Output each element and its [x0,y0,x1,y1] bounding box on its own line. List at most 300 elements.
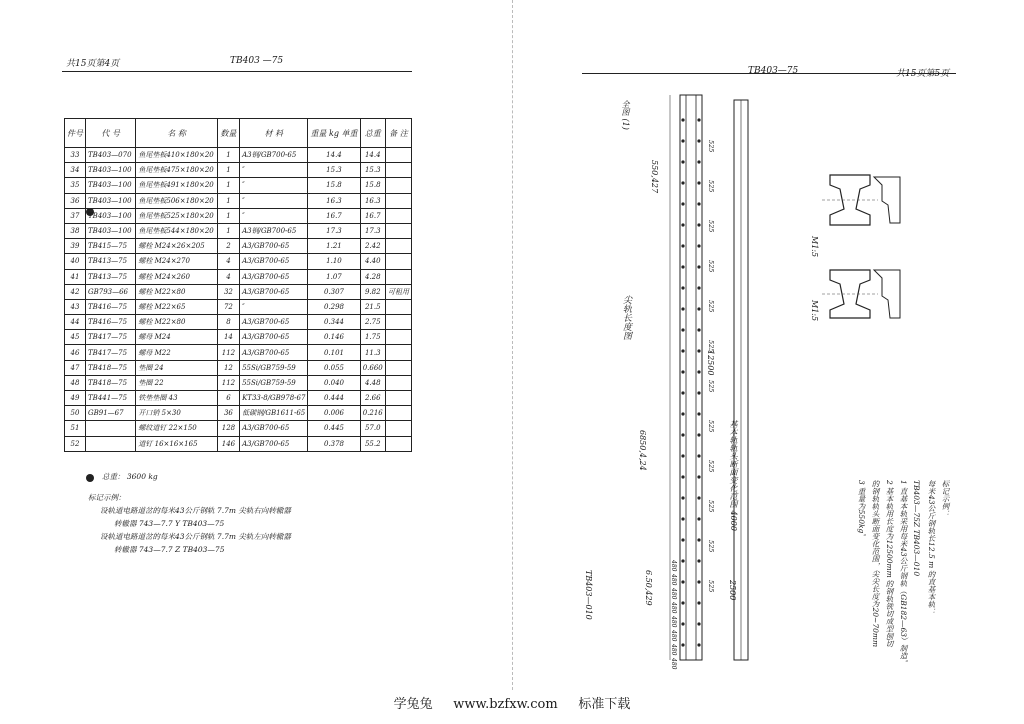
tick-label: 525 [707,340,715,353]
cell-unit-weight: 0.307 [308,284,360,299]
cell-item-no: 38 [65,223,86,238]
col-header-remarks: 备 注 [386,119,412,148]
cell-remarks [386,299,412,314]
tick-label: 525 [707,540,715,553]
col-header-name: 名 称 [136,119,217,148]
cell-material: ″ [240,208,308,223]
tick-label: 525 [707,580,715,593]
table-row [65,436,412,451]
left-note-line: 转辙器 743—7.7 Z TB403—75 [114,545,225,554]
cell-name: 垫圈 24 [136,360,217,375]
cell-quantity: 72 [217,299,239,314]
table-row [65,421,412,436]
cell-item-no: 48 [65,375,86,390]
bolt-hole-dot [697,118,700,121]
bottom-tick-label: 480 [670,588,677,600]
cell-name: 螺栓 M24×26×205 [136,239,217,254]
cell-code: TB417—75 [86,330,136,345]
cell-code [86,436,136,451]
cell-total-weight: 14.4 [360,148,386,163]
cell-code: TB403—070 [86,148,136,163]
cell-name: 鱼尾垫板525×180×20 [136,208,217,223]
right-standard-code: TB403—75 [748,66,799,76]
cell-material: ″ [240,178,308,193]
cell-unit-weight: 16.3 [308,193,360,208]
parts-table [64,118,412,452]
cell-item-no: 44 [65,315,86,330]
cell-remarks [386,223,412,238]
cell-total-weight: 2.66 [360,391,386,406]
cell-name: 螺母 M24 [136,330,217,345]
cell-material: ″ [240,299,308,314]
bolt-hole-dot [697,202,700,205]
rail-label: 基本轨轨头断面变化范围 4000 [729,420,738,531]
cell-item-no: 35 [65,178,86,193]
col-header-quantity: 数量 [217,119,239,148]
cell-name: 螺栓 M22×80 [136,284,217,299]
bolt-hole-dot [681,391,684,394]
cell-total-weight: 11.3 [360,345,386,360]
section-scale-label: M1:5 [810,300,819,322]
cell-name: 铁垫垫圈 43 [136,391,217,406]
cell-remarks [386,254,412,269]
table-row [65,254,412,269]
cell-unit-weight: 0.444 [308,391,360,406]
table-row [65,330,412,345]
cell-name: 鱼尾垫板491×180×20 [136,178,217,193]
cell-quantity: 1 [217,178,239,193]
bolt-hole-dot [681,559,684,562]
cell-remarks [386,208,412,223]
parts-table-header-row [65,119,412,148]
cell-code: TB417—75 [86,345,136,360]
table-row [65,269,412,284]
cell-material: A3/GB700-65 [240,330,308,345]
view-title: 全图 (1) [621,100,630,130]
cell-quantity: 112 [217,375,239,390]
bottom-tick-label: 480 [670,574,677,586]
bolt-hole-dot [697,181,700,184]
table-row [65,163,412,178]
cell-unit-weight: 0.006 [308,406,360,421]
left-header-rule [62,71,412,72]
bolt-hole-dot [681,202,684,205]
left-note-line: 转辙器 743—7.7 Y TB403—75 [114,519,225,528]
cell-remarks [386,360,412,375]
tick-label: 525 [707,260,715,273]
cell-quantity: 1 [217,163,239,178]
right-page [520,0,1024,690]
bolt-hole-dot [697,601,700,604]
cell-name: 鱼尾垫板475×180×20 [136,163,217,178]
cell-material: A3/GB700-65 [240,345,308,360]
cell-unit-weight: 1.10 [308,254,360,269]
cell-name: 鱼尾垫板544×180×20 [136,223,217,238]
cell-unit-weight: 15.3 [308,163,360,178]
table-row [65,208,412,223]
cell-quantity: 1 [217,223,239,238]
cell-material: 55Si/GB759-59 [240,360,308,375]
switch-rail-outline [680,95,702,660]
bolt-hole-dot [681,181,684,184]
cell-item-no: 47 [65,360,86,375]
cell-name: 道钉 16×16×165 [136,436,217,451]
bolt-hole-dot [697,433,700,436]
cell-total-weight: 9.82 [360,284,386,299]
bolt-hole-dot [681,580,684,583]
section-scale-label: M1:5 [810,236,819,258]
bottom-tick-label: 480 [670,616,677,628]
cell-item-no: 39 [65,239,86,254]
cell-name: 垫圈 22 [136,375,217,390]
bolt-hole-dot [697,391,700,394]
left-notes-title: 标记示例： [88,493,126,502]
cell-quantity: 32 [217,284,239,299]
cell-item-no: 34 [65,163,86,178]
table-row [65,193,412,208]
cell-total-weight: 17.3 [360,223,386,238]
cell-name: 螺栓 M22×80 [136,315,217,330]
cell-item-no: 52 [65,436,86,451]
cell-material: A3/GB700-65 [240,421,308,436]
right-note-line: 每米43公斤钢轨长12.5 m 的直基本轨： [927,480,936,616]
cell-item-no: 40 [65,254,86,269]
bolt-hole-dot [681,433,684,436]
tick-label: 525 [707,380,715,393]
cell-item-no: 37 [65,208,86,223]
cell-item-no: 42 [65,284,86,299]
dimension-label: 6.50,429 [644,570,653,606]
cell-name: 开口销 5×30 [136,406,217,421]
bolt-hole-dot [681,475,684,478]
cell-unit-weight: 0.445 [308,421,360,436]
bolt-hole-dot [681,622,684,625]
cell-code: TB418—75 [86,375,136,390]
cell-total-weight: 16.7 [360,208,386,223]
cell-name: 螺纹道钉 22×150 [136,421,217,436]
cell-code: TB403—100 [86,193,136,208]
right-note-line: TB403—75Z TB403—010 [912,480,921,577]
cell-item-no: 49 [65,391,86,406]
cell-remarks [386,148,412,163]
table-row [65,345,412,360]
cell-unit-weight: 0.101 [308,345,360,360]
cell-quantity: 36 [217,406,239,421]
right-note-line: 的钢轨轨头断面变化范围，尖尖长度为20~70mm [871,480,880,648]
cell-unit-weight: 15.8 [308,178,360,193]
cell-total-weight: 1.75 [360,330,386,345]
cell-unit-weight: 0.344 [308,315,360,330]
bolt-hole-dot [697,580,700,583]
cell-total-weight: 0.216 [360,406,386,421]
table-row [65,223,412,238]
bolt-hole-dot [681,601,684,604]
cell-unit-weight: 0.040 [308,375,360,390]
cell-total-weight: 21.5 [360,299,386,314]
tick-label: 525 [707,420,715,433]
cell-name: 螺栓 M24×270 [136,254,217,269]
dimension-label: 6850,4,24 [638,430,647,471]
cell-remarks [386,269,412,284]
site-tagline: 标准下载 [578,697,631,712]
rail-drawing [520,0,1024,690]
bolt-hole-dot [697,328,700,331]
cell-unit-weight: 16.7 [308,208,360,223]
cell-quantity: 8 [217,315,239,330]
bolt-hole-dot [681,307,684,310]
bolt-hole-dot [697,349,700,352]
cell-material: ″ [240,193,308,208]
cell-remarks [386,193,412,208]
table-row [65,284,412,299]
cell-item-no: 51 [65,421,86,436]
dimension-label: 2500 [728,580,737,601]
cell-item-no: 43 [65,299,86,314]
dimension-label: 12500 [706,350,715,376]
table-row [65,239,412,254]
footer [0,693,1024,712]
cell-material: A3/GB700-65 [240,315,308,330]
cell-name: 鱼尾垫板410×180×20 [136,148,217,163]
site-url[interactable]: www.bzfxw.com [453,697,558,712]
bolt-hole-dot [697,160,700,163]
cell-material: A3/GB700-65 [240,436,308,451]
tick-label: 525 [707,220,715,233]
cell-code: TB441—75 [86,391,136,406]
bolt-hole-dot [697,139,700,142]
bottom-tick-label: 480 [670,630,677,642]
cell-code: TB416—75 [86,299,136,314]
bolt-hole-dot [697,622,700,625]
right-page-label: 共15页第5页 [896,69,950,79]
right-note-line: 1 直基本轨采用每米43公斤钢轨（GB182—63）制造。 [899,480,908,668]
bolt-hole-dot [681,454,684,457]
cell-code: TB415—75 [86,239,136,254]
cell-unit-weight: 0.298 [308,299,360,314]
bolt-hole-dot [697,475,700,478]
table-row [65,360,412,375]
tick-label: 525 [707,140,715,153]
cell-remarks [386,178,412,193]
col-header-material: 材 料 [240,119,308,148]
bolt-hole-dot [697,244,700,247]
cell-total-weight: 57.0 [360,421,386,436]
col-header-item-no: 件号 [65,119,86,148]
cell-item-no: 50 [65,406,86,421]
cell-remarks [386,421,412,436]
bolt-hole-dot [697,307,700,310]
col-header-code: 代 号 [86,119,136,148]
cell-unit-weight: 0.055 [308,360,360,375]
cell-quantity: 1 [217,148,239,163]
cell-code: TB418—75 [86,360,136,375]
bolt-hole-dot [681,328,684,331]
cell-unit-weight: 1.21 [308,239,360,254]
cell-unit-weight: 0.378 [308,436,360,451]
bolt-hole-dot [681,118,684,121]
cell-remarks [386,345,412,360]
bolt-hole-dot [681,160,684,163]
tick-label: 525 [707,180,715,193]
cell-material: A3/GB700-65 [240,254,308,269]
cell-name: 螺栓 M22×65 [136,299,217,314]
cell-quantity: 12 [217,360,239,375]
total-weight: 总重： 3600 kg [102,472,158,481]
cell-unit-weight: 0.146 [308,330,360,345]
dimension-label: 550,427 [650,160,659,194]
cell-item-no: 45 [65,330,86,345]
bolt-hole-dot [681,496,684,499]
cell-material: A3钢/GB700-65 [240,148,308,163]
bolt-hole-dot [697,643,700,646]
cell-unit-weight: 17.3 [308,223,360,238]
col-header-total-weight: 总重 [360,119,386,148]
cell-total-weight: 15.8 [360,178,386,193]
bolt-hole-dot [681,412,684,415]
bolt-hole-dot [697,496,700,499]
cell-code: TB403—100 [86,163,136,178]
cell-material: KT33-8/GB978-67 [240,391,308,406]
cell-remarks [386,330,412,345]
cell-remarks [386,391,412,406]
bolt-hole-dot [697,454,700,457]
cell-code: TB403—100 [86,223,136,238]
cell-material: 55Si/GB759-59 [240,375,308,390]
cell-remarks [386,315,412,330]
cell-total-weight: 2.42 [360,239,386,254]
cell-total-weight: 2.75 [360,315,386,330]
right-note-line: 3 重量为550kg。 [857,480,866,541]
table-row [65,299,412,314]
table-row [65,148,412,163]
cell-remarks [386,406,412,421]
cell-quantity: 1 [217,208,239,223]
tick-label: 525 [707,460,715,473]
bolt-hole-dot [697,517,700,520]
cell-code: TB413—75 [86,269,136,284]
right-note-line: 2 基本轨用长度为12500mm 的钢轨铣切成型刨切 [885,480,894,648]
drawing-code: TB403—010 [584,570,593,620]
table-row [65,391,412,406]
cell-total-weight: 55.2 [360,436,386,451]
bolt-hole-dot [681,265,684,268]
cell-code [86,421,136,436]
cell-remarks [386,239,412,254]
tick-label: 525 [707,300,715,313]
cell-quantity: 14 [217,330,239,345]
table-row [65,178,412,193]
cell-remarks: 可租用 [386,284,412,299]
cell-item-no: 36 [65,193,86,208]
bolt-hole-dot [681,643,684,646]
cell-remarks [386,375,412,390]
cell-quantity: 1 [217,193,239,208]
cell-material: A3钢/GB700-65 [240,223,308,238]
left-page [0,0,500,690]
cell-code: TB416—75 [86,315,136,330]
bottom-tick-label: 480 [670,644,677,656]
cell-name: 螺栓 M24×260 [136,269,217,284]
bottom-tick-label: 480 [670,658,677,670]
page-fold-line [512,0,513,690]
cell-material: ″ [240,163,308,178]
cell-item-no: 33 [65,148,86,163]
bolt-hole-dot [681,517,684,520]
bolt-hole-dot [681,286,684,289]
main-drawing-label: 尖轨长度图 [621,295,631,340]
bolt-hole-dot [697,286,700,289]
bolt-hole-dot [681,223,684,226]
bolt-hole-dot [681,538,684,541]
cell-total-weight: 4.48 [360,375,386,390]
cell-total-weight: 0.660 [360,360,386,375]
bottom-tick-label: 480 [670,602,677,614]
cell-code: TB403—100 [86,208,136,223]
table-row [65,375,412,390]
bolt-hole-dot [681,139,684,142]
cell-quantity: 128 [217,421,239,436]
cell-total-weight: 4.40 [360,254,386,269]
cell-item-no: 41 [65,269,86,284]
bolt-hole-dot [697,538,700,541]
table-row [65,315,412,330]
cell-total-weight: 16.3 [360,193,386,208]
left-notes [88,470,291,556]
col-header-unit-weight: 重量 kg 单重 [308,119,360,148]
left-page-label: 共15页第4页 [66,59,120,69]
left-standard-code: TB403 —75 [230,56,284,66]
left-note-line: 设轨道电路道岔的每米43公斤钢轨 7.7m 尖轨右向转辙器 [100,506,291,515]
right-notes-title: 标记示例： [941,480,950,518]
cell-material: A3/GB700-65 [240,269,308,284]
cell-quantity: 6 [217,391,239,406]
cell-remarks [386,163,412,178]
site-name: 学兔兔 [393,697,433,712]
cell-quantity: 2 [217,239,239,254]
tick-label: 525 [707,500,715,513]
cell-unit-weight: 1.07 [308,269,360,284]
rail-cross-section-top [822,175,900,225]
cell-quantity: 4 [217,254,239,269]
left-note-line: 设轨道电路道岔的每米43公斤钢轨 7.7m 尖轨左向转辙器 [100,532,291,541]
cell-name: 鱼尾垫板506×180×20 [136,193,217,208]
cell-material: A3/GB700-65 [240,284,308,299]
cell-unit-weight: 14.4 [308,148,360,163]
bottom-tick-label: 480 [670,560,677,572]
cell-quantity: 146 [217,436,239,451]
cell-quantity: 4 [217,269,239,284]
cell-remarks [386,436,412,451]
cell-material: A3/GB700-65 [240,239,308,254]
bolt-hole-dot [681,244,684,247]
cell-total-weight: 4.28 [360,269,386,284]
cell-code: GB793—66 [86,284,136,299]
bolt-hole-dot [697,559,700,562]
bolt-hole-dot [697,265,700,268]
parts-table-body [65,148,412,452]
cell-code: TB413—75 [86,254,136,269]
cell-code: TB403—100 [86,178,136,193]
bolt-hole-dot [681,349,684,352]
bolt-holes [681,118,700,646]
bolt-hole-dot [697,412,700,415]
table-row [65,406,412,421]
cell-material: 低碳钢/GB1611-65 [240,406,308,421]
rail-cross-section-bottom [822,270,900,318]
cell-item-no: 46 [65,345,86,360]
cell-code: GB91—67 [86,406,136,421]
cell-total-weight: 15.3 [360,163,386,178]
